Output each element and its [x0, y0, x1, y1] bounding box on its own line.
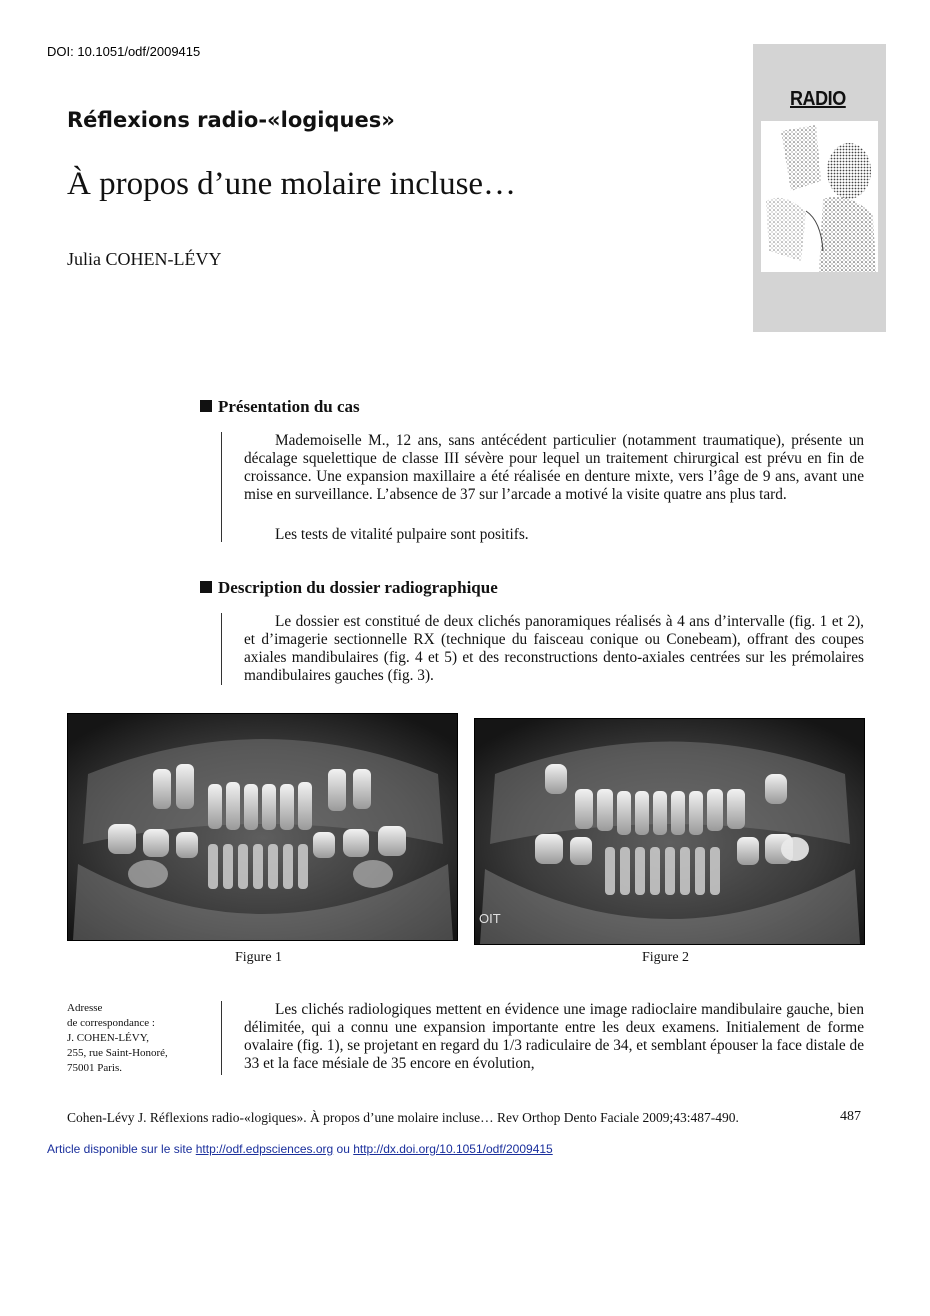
paragraph: Les tests de vitalité pulpaire sont positifs. — [275, 526, 529, 543]
figure-2-panoramic-xray — [474, 718, 865, 945]
paragraph: Les clichés radiologiques mettent en évidence une image radioclaire mandibulaire gauche, bien délimitée, qui a connu une expansion importante entre les deux examens. Initialement de forme ovalaire (fig. 1), se projetant en regard du 1/3 radiculaire de 34, et semblant épouser la face distale de 33 et la face mésiale de 35 encore en évolution, — [244, 1001, 864, 1072]
availability-line: Article disponible sur le site http://odf.edpsciences.org ou http://dx.doi.org/10.1051/odf/2009415 — [47, 1142, 553, 1156]
xray-overlay-text: OIT — [479, 911, 501, 926]
section-heading-presentation: Présentation du cas — [200, 397, 360, 417]
bullet-square-icon — [200, 581, 212, 593]
author-name: Julia COHEN-LÉVY — [67, 249, 222, 269]
paragraph: Mademoiselle M., 12 ans, sans antécédent particulier (notamment traumatique), présente un décalage squelettique de classe III sévère pour lequel un traitement chirurgical est prévu en fin de croissance. Une expansion maxillaire a été réalisée en denture mixte, vers l’âge de 9 ans, avant une mise en surveillance. L’absence de 37 sur l’arcade a motivé la visite quatre ans plus tard. — [244, 432, 864, 503]
section-heading-description: Description du dossier radiographique — [200, 578, 498, 598]
section-rule — [221, 613, 222, 685]
edpsciences-link[interactable]: http://odf.edpsciences.org — [195, 1142, 334, 1156]
series-title: Réflexions radio-«logiques» — [67, 108, 395, 132]
radiologist-illustration-icon — [761, 121, 878, 272]
xray-image-icon — [68, 714, 457, 940]
paragraph: Le dossier est constitué de deux clichés panoramiques réalisés à 4 ans d’intervalle (fig. 1 et 2), et d’imagerie sectionnelle RX (technique du faisceau conique ou Conebeam), offrant des coupes axiales mandibulaires (fig. 4 et 5) et des reconstructions dento-axiales centrées sur les prémolaires mandibulaires gauches (fig. 3). — [244, 613, 864, 684]
doi-link[interactable]: http://dx.doi.org/10.1051/odf/2009415 — [353, 1142, 553, 1156]
doi-line: DOI: 10.1051/odf/2009415 — [47, 44, 201, 59]
figure-1-panoramic-xray — [67, 713, 458, 941]
radio-label: RADIO — [790, 88, 846, 110]
xray-image-icon — [475, 719, 864, 944]
bullet-square-icon — [200, 400, 212, 412]
figure-caption: Figure 2 — [642, 950, 690, 965]
citation-footer: Cohen-Lévy J. Réflexions radio-«logiques». À propos d’une molaire incluse… Rev Orthop Dento Faciale 2009;43:487-490. — [67, 1110, 739, 1125]
article-title: À propos d’une molaire incluse… — [67, 166, 517, 202]
section-rule — [221, 432, 222, 542]
radiologist-illustration — [761, 121, 878, 272]
correspondence-address: Adresse de correspondance : J. COHEN-LÉVY, 255, rue Saint-Honoré, 75001 Paris. — [67, 1002, 168, 1074]
page-number: 487 — [840, 1109, 861, 1124]
figure-caption: Figure 1 — [235, 950, 283, 965]
section-rule — [221, 1001, 222, 1075]
